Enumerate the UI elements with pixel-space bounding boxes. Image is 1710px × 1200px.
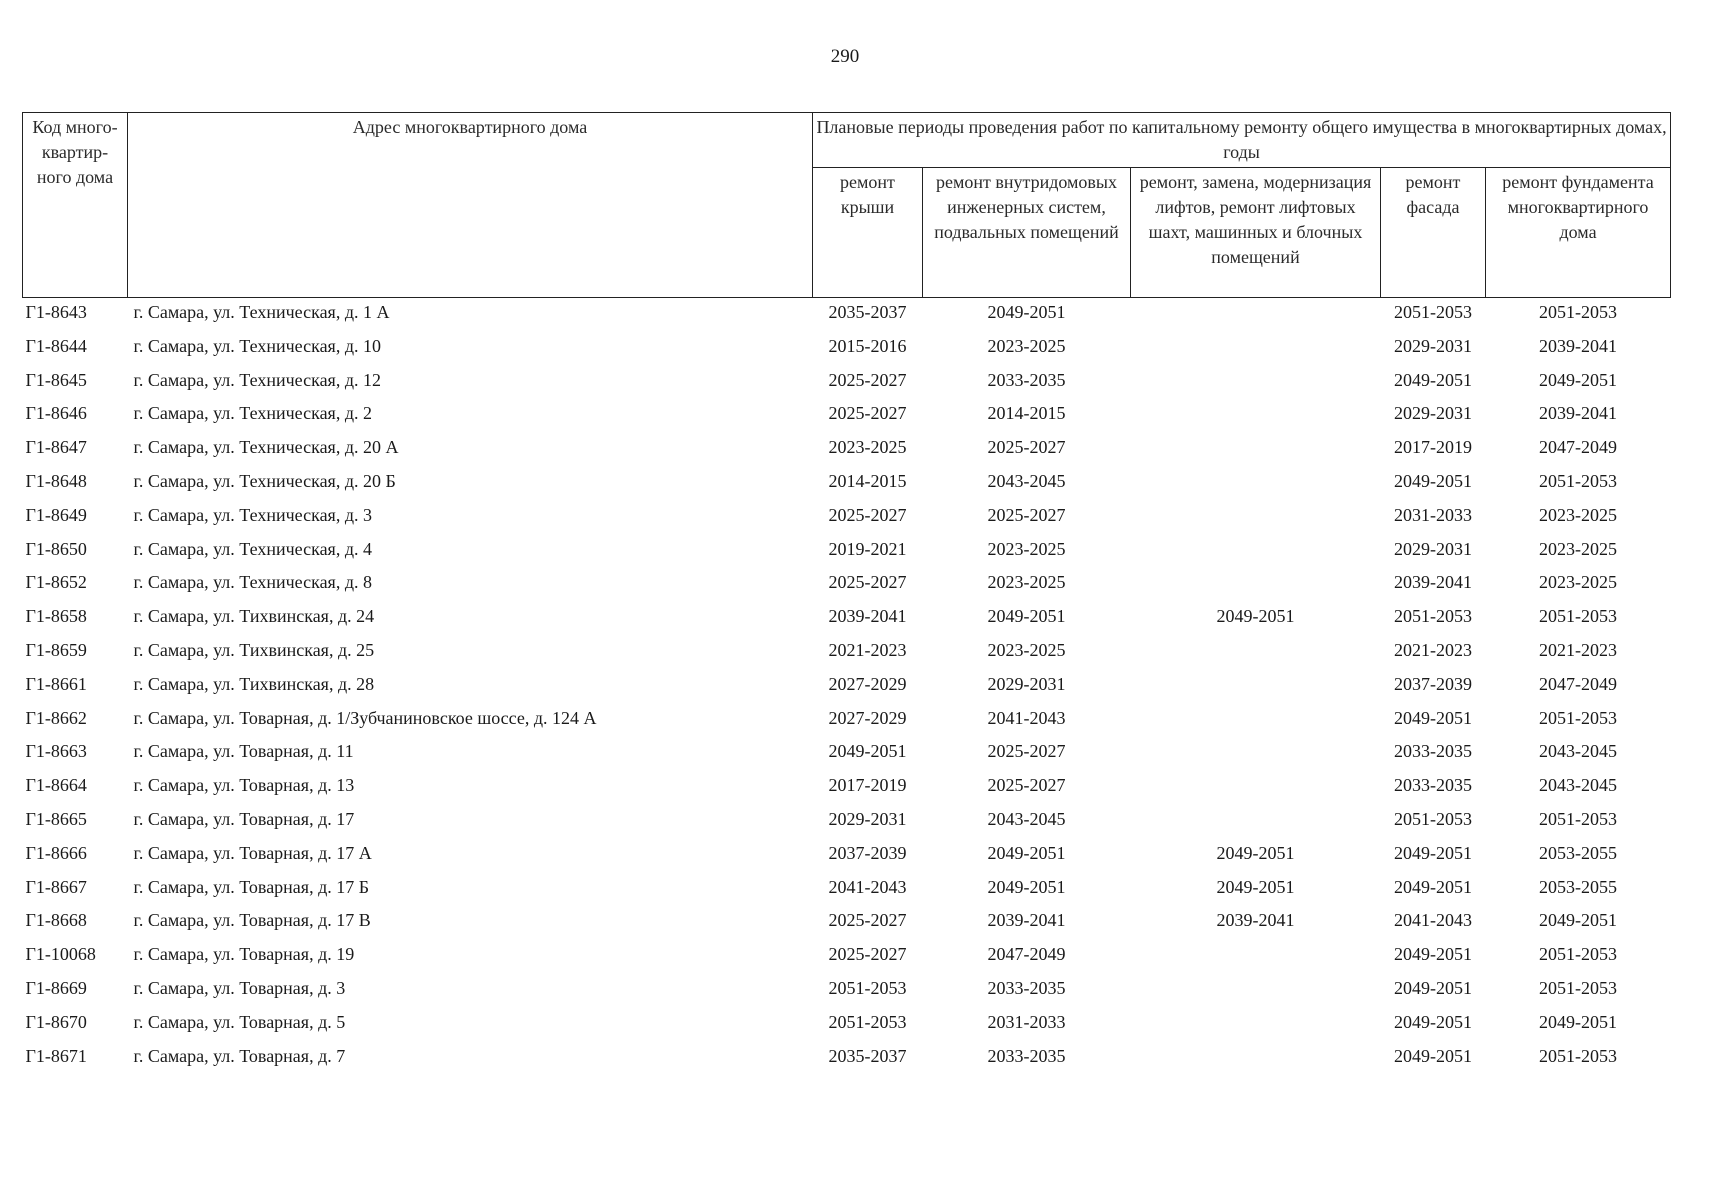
cell-systems: 2033-2035 [987, 977, 1066, 998]
cell-systems: 2025-2027 [987, 741, 1066, 762]
cell-foundation: 2049-2051 [1539, 369, 1618, 390]
cell-roof: 2025-2027 [828, 572, 907, 593]
cell-elevators [1131, 805, 1381, 839]
cell-systems: 2043-2045 [987, 470, 1066, 491]
header-code: Код много-квартир-ного дома [23, 113, 128, 298]
cell-roof: 2051-2053 [828, 1011, 907, 1032]
cell-roof: 2049-2051 [828, 741, 907, 762]
cell-facade: 2029-2031 [1394, 335, 1472, 356]
cell-facade: 2029-2031 [1394, 538, 1472, 559]
cell-elevators [1131, 298, 1381, 332]
header-facade: ремонт фасада [1381, 168, 1486, 298]
cell-systems: 2047-2049 [987, 944, 1066, 965]
table-row [23, 974, 1671, 1008]
table-row [23, 805, 1671, 839]
cell-elevators [1131, 568, 1381, 602]
cell-systems: 2033-2035 [987, 369, 1066, 390]
cell-facade: 2033-2035 [1394, 775, 1472, 796]
header-elevators: ремонт, замена, модернизация лифтов, ремонт лифтовых шахт, машинных и блочных помещений [1131, 168, 1381, 298]
cell-code: Г1-8663 [25, 741, 87, 762]
cell-systems: 2023-2025 [987, 639, 1066, 660]
cell-facade: 2049-2051 [1394, 977, 1472, 998]
cell-roof: 2025-2027 [828, 403, 907, 424]
cell-address: г. Самара, ул. Товарная, д. 3 [133, 977, 346, 998]
cell-elevators [1131, 974, 1381, 1008]
cell-roof: 2035-2037 [828, 1045, 907, 1066]
cell-address: г. Самара, ул. Тихвинская, д. 28 [133, 673, 375, 694]
cell-elevators: 2049-2051 [1216, 876, 1295, 897]
cell-roof: 2017-2019 [828, 775, 907, 796]
cell-systems: 2029-2031 [987, 673, 1066, 694]
cell-address: г. Самара, ул. Техническая, д. 10 [133, 335, 381, 356]
cell-elevators: 2039-2041 [1216, 910, 1295, 931]
cell-elevators [1131, 636, 1381, 670]
cell-systems: 2039-2041 [987, 910, 1066, 931]
cell-foundation: 2051-2053 [1539, 944, 1618, 965]
cell-roof: 2019-2021 [828, 538, 907, 559]
table-row [23, 940, 1671, 974]
cell-elevators [1131, 1042, 1381, 1076]
cell-code: Г1-8645 [25, 369, 87, 390]
table-row [23, 602, 1671, 636]
cell-facade: 2029-2031 [1394, 403, 1472, 424]
cell-elevators: 2049-2051 [1216, 842, 1295, 863]
cell-roof: 2025-2027 [828, 944, 907, 965]
cell-systems: 2049-2051 [987, 876, 1066, 897]
cell-foundation: 2043-2045 [1539, 775, 1618, 796]
cell-roof: 2025-2027 [828, 910, 907, 931]
cell-foundation: 2053-2055 [1539, 876, 1618, 897]
cell-roof: 2015-2016 [828, 335, 907, 356]
cell-address: г. Самара, ул. Товарная, д. 1/Зубчаниновское шоссе, д. 124 А [133, 707, 597, 728]
cell-code: Г1-8652 [25, 572, 87, 593]
cell-systems: 2023-2025 [987, 538, 1066, 559]
table-row [23, 1008, 1671, 1042]
cell-code: Г1-8649 [25, 504, 87, 525]
cell-elevators [1131, 433, 1381, 467]
cell-code: Г1-8662 [25, 707, 87, 728]
cell-facade: 2021-2023 [1394, 639, 1472, 660]
cell-foundation: 2051-2053 [1539, 470, 1618, 491]
cell-facade: 2049-2051 [1394, 470, 1472, 491]
cell-systems: 2031-2033 [987, 1011, 1066, 1032]
cell-foundation: 2043-2045 [1539, 741, 1618, 762]
cell-foundation: 2047-2049 [1539, 437, 1618, 458]
cell-foundation: 2051-2053 [1539, 977, 1618, 998]
cell-systems: 2043-2045 [987, 808, 1066, 829]
cell-facade: 2017-2019 [1394, 437, 1472, 458]
cell-code: Г1-8646 [25, 403, 87, 424]
page-number: 290 [830, 46, 860, 67]
cell-address: г. Самара, ул. Товарная, д. 17 [133, 808, 355, 829]
table-row [23, 366, 1671, 400]
cell-address: г. Самара, ул. Товарная, д. 17 А [133, 842, 372, 863]
cell-roof: 2035-2037 [828, 302, 907, 322]
cell-elevators [1131, 771, 1381, 805]
cell-address: г. Самара, ул. Техническая, д. 4 [133, 538, 372, 559]
cell-code: Г1-8661 [25, 673, 87, 694]
cell-foundation: 2049-2051 [1539, 1011, 1618, 1032]
cell-facade: 2049-2051 [1394, 1045, 1472, 1066]
cell-code: Г1-8667 [25, 876, 87, 897]
header-systems: ремонт внутридомовых инженерных систем, подвальных помещений [923, 168, 1131, 298]
cell-foundation: 2051-2053 [1539, 1045, 1618, 1066]
cell-address: г. Самара, ул. Техническая, д. 12 [133, 369, 381, 390]
cell-foundation: 2051-2053 [1539, 606, 1618, 627]
table-row [23, 1042, 1671, 1076]
table-row [23, 873, 1671, 907]
cell-foundation: 2023-2025 [1539, 572, 1618, 593]
cell-roof: 2021-2023 [828, 639, 907, 660]
cell-foundation: 2047-2049 [1539, 673, 1618, 694]
cell-code: Г1-8670 [25, 1011, 87, 1032]
cell-foundation: 2051-2053 [1539, 808, 1618, 829]
table-body [23, 298, 1671, 1076]
cell-elevators [1131, 332, 1381, 366]
cell-code: Г1-8658 [25, 606, 87, 627]
table-row [23, 433, 1671, 467]
cell-facade: 2041-2043 [1394, 910, 1472, 931]
cell-foundation: 2039-2041 [1539, 335, 1618, 356]
header-periods: Плановые периоды проведения работ по капитальному ремонту общего имущества в многоквартирных домах, годы [813, 113, 1671, 168]
cell-facade: 2051-2053 [1394, 606, 1472, 627]
cell-address: г. Самара, ул. Товарная, д. 19 [133, 944, 355, 965]
table-header [23, 113, 1671, 298]
cell-address: г. Самара, ул. Техническая, д. 3 [133, 504, 372, 525]
cell-foundation: 2039-2041 [1539, 403, 1618, 424]
cell-roof: 2027-2029 [828, 673, 907, 694]
cell-address: г. Самара, ул. Тихвинская, д. 25 [133, 639, 375, 660]
cell-code: Г1-8644 [25, 335, 87, 356]
cell-roof: 2029-2031 [828, 808, 907, 829]
cell-address: г. Самара, ул. Тихвинская, д. 24 [133, 606, 375, 627]
table-row [23, 636, 1671, 670]
cell-address: г. Самара, ул. Техническая, д. 2 [133, 403, 372, 424]
cell-foundation: 2051-2053 [1539, 302, 1618, 322]
cell-facade: 2049-2051 [1394, 944, 1472, 965]
cell-systems: 2023-2025 [987, 572, 1066, 593]
cell-address: г. Самара, ул. Техническая, д. 1 А [133, 302, 390, 322]
cell-roof: 2025-2027 [828, 504, 907, 525]
cell-address: г. Самара, ул. Товарная, д. 13 [133, 775, 355, 796]
cell-elevators [1131, 1008, 1381, 1042]
cell-roof: 2037-2039 [828, 842, 907, 863]
cell-elevators [1131, 535, 1381, 569]
table-row [23, 332, 1671, 366]
cell-address: г. Самара, ул. Техническая, д. 8 [133, 572, 372, 593]
cell-roof: 2039-2041 [828, 606, 907, 627]
cell-foundation: 2053-2055 [1539, 842, 1618, 863]
cell-facade: 2033-2035 [1394, 741, 1472, 762]
cell-facade: 2039-2041 [1394, 572, 1472, 593]
cell-code: Г1-8664 [25, 775, 87, 796]
cell-elevators [1131, 399, 1381, 433]
cell-systems: 2049-2051 [987, 302, 1066, 322]
cell-elevators [1131, 704, 1381, 738]
cell-roof: 2051-2053 [828, 977, 907, 998]
cell-elevators: 2049-2051 [1216, 606, 1295, 627]
cell-address: г. Самара, ул. Товарная, д. 17 В [133, 910, 371, 931]
cell-elevators [1131, 501, 1381, 535]
cell-code: Г1-8671 [25, 1045, 87, 1066]
cell-facade: 2049-2051 [1394, 707, 1472, 728]
header-address: Адрес многоквартирного дома [128, 113, 813, 298]
cell-code: Г1-8659 [25, 639, 87, 660]
cell-elevators [1131, 737, 1381, 771]
cell-code: Г1-10068 [25, 944, 96, 965]
cell-foundation: 2021-2023 [1539, 639, 1618, 660]
cell-roof: 2023-2025 [828, 437, 907, 458]
cell-elevators [1131, 670, 1381, 704]
cell-systems: 2014-2015 [987, 403, 1066, 424]
cell-facade: 2049-2051 [1394, 842, 1472, 863]
cell-code: Г1-8647 [25, 437, 87, 458]
table-row [23, 467, 1671, 501]
cell-code: Г1-8665 [25, 808, 87, 829]
header-foundation: ремонт фундамента многоквартирного дома [1486, 168, 1671, 298]
cell-address: г. Самара, ул. Техническая, д. 20 Б [133, 470, 396, 491]
cell-elevators [1131, 366, 1381, 400]
header-roof: ремонт крыши [813, 168, 923, 298]
cell-code: Г1-8668 [25, 910, 87, 931]
cell-foundation: 2023-2025 [1539, 538, 1618, 559]
table-row [23, 399, 1671, 433]
table-row [23, 568, 1671, 602]
cell-facade: 2049-2051 [1394, 1011, 1472, 1032]
cell-address: г. Самара, ул. Товарная, д. 11 [133, 741, 354, 762]
cell-code: Г1-8643 [25, 302, 87, 322]
table-row [23, 501, 1671, 535]
table-row [23, 535, 1671, 569]
table-row [23, 839, 1671, 873]
cell-systems: 2025-2027 [987, 504, 1066, 525]
table-row [23, 906, 1671, 940]
table-row [23, 737, 1671, 771]
cell-code: Г1-8669 [25, 977, 87, 998]
cell-address: г. Самара, ул. Товарная, д. 7 [133, 1045, 346, 1066]
cell-systems: 2041-2043 [987, 707, 1066, 728]
cell-facade: 2031-2033 [1394, 504, 1472, 525]
table-row [23, 298, 1671, 332]
cell-foundation: 2049-2051 [1539, 910, 1618, 931]
cell-systems: 2023-2025 [987, 335, 1066, 356]
cell-roof: 2027-2029 [828, 707, 907, 728]
cell-systems: 2049-2051 [987, 606, 1066, 627]
cell-facade: 2037-2039 [1394, 673, 1472, 694]
cell-systems: 2049-2051 [987, 842, 1066, 863]
cell-facade: 2049-2051 [1394, 369, 1472, 390]
cell-foundation: 2051-2053 [1539, 707, 1618, 728]
cell-code: Г1-8650 [25, 538, 87, 559]
cell-systems: 2025-2027 [987, 437, 1066, 458]
cell-roof: 2041-2043 [828, 876, 907, 897]
cell-facade: 2051-2053 [1394, 302, 1472, 322]
cell-elevators [1131, 940, 1381, 974]
cell-elevators [1131, 467, 1381, 501]
capital-repair-schedule-table [22, 112, 1671, 1075]
cell-address: г. Самара, ул. Товарная, д. 17 Б [133, 876, 370, 897]
cell-systems: 2025-2027 [987, 775, 1066, 796]
cell-systems: 2033-2035 [987, 1045, 1066, 1066]
cell-address: г. Самара, ул. Товарная, д. 5 [133, 1011, 346, 1032]
cell-roof: 2014-2015 [828, 470, 907, 491]
cell-roof: 2025-2027 [828, 369, 907, 390]
cell-facade: 2049-2051 [1394, 876, 1472, 897]
cell-address: г. Самара, ул. Техническая, д. 20 А [133, 437, 399, 458]
cell-code: Г1-8666 [25, 842, 87, 863]
cell-foundation: 2023-2025 [1539, 504, 1618, 525]
table-row [23, 670, 1671, 704]
table-row [23, 771, 1671, 805]
cell-facade: 2051-2053 [1394, 808, 1472, 829]
cell-code: Г1-8648 [25, 470, 87, 491]
table-row [23, 704, 1671, 738]
